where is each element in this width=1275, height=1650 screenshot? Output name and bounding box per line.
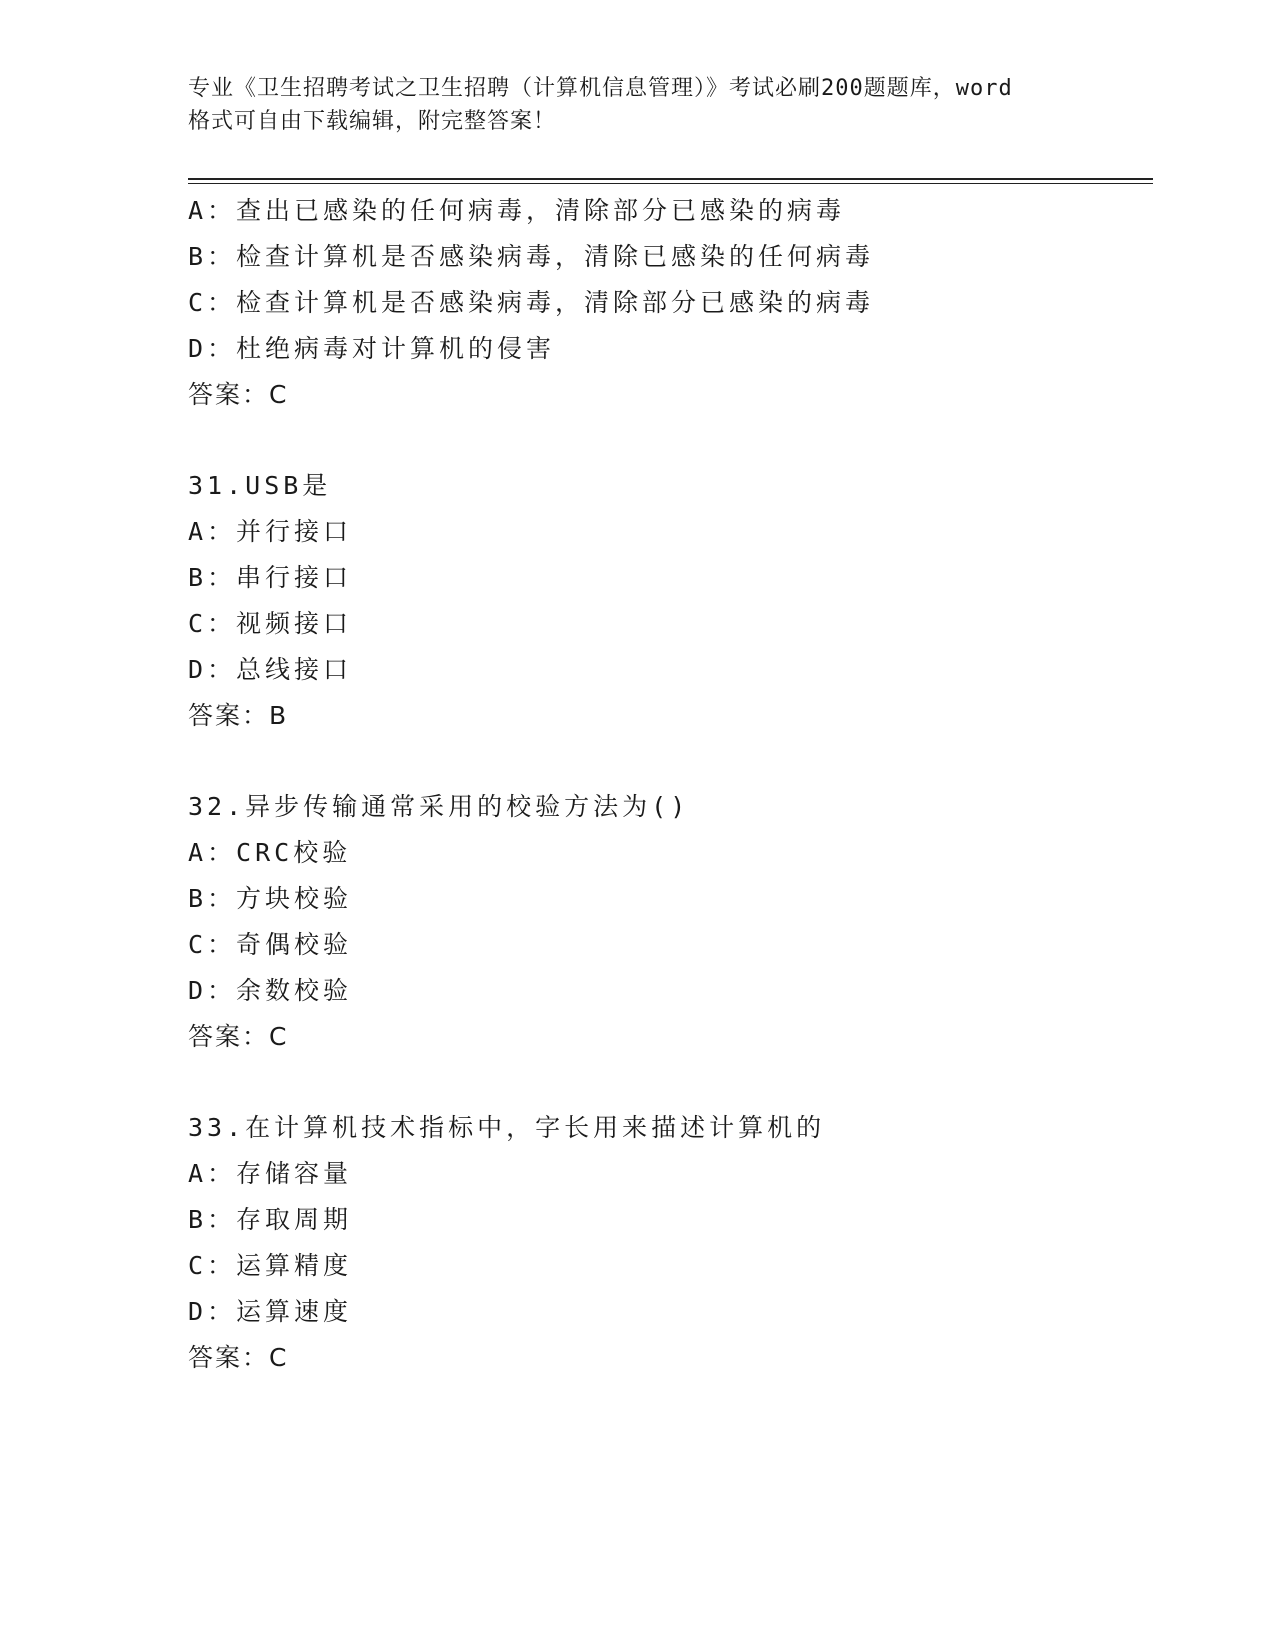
- question-text: 32.异步传输通常采用的校验方法为(): [188, 792, 690, 821]
- spacer: [188, 739, 1148, 784]
- answer-line: 答案：C: [188, 1343, 289, 1372]
- option-d: D：余数校验: [188, 976, 353, 1005]
- option-c: C：视频接口: [188, 609, 353, 638]
- option-d: D：运算速度: [188, 1297, 353, 1326]
- option-b: B：串行接口: [188, 563, 353, 592]
- header-divider-thin: [188, 183, 1153, 184]
- option-c: C：奇偶校验: [188, 930, 353, 959]
- spacer: [188, 418, 1148, 463]
- document-header: [188, 72, 1088, 138]
- question-31: [188, 463, 1148, 739]
- answer-line: 答案：C: [188, 380, 289, 409]
- option-c: C：运算精度: [188, 1251, 353, 1280]
- header-line-2: 格式可自由下载编辑，附完整答案！: [188, 109, 557, 134]
- question-list: [188, 188, 1148, 1381]
- option-b: B：存取周期: [188, 1205, 353, 1234]
- header-divider-thick: [188, 178, 1153, 180]
- option-a: A：并行接口: [188, 517, 353, 546]
- option-a: A：存储容量: [188, 1159, 353, 1188]
- option-a: A：CRC校验: [188, 838, 352, 867]
- answer-line: 答案：B: [188, 701, 289, 730]
- option-b: B：检查计算机是否感染病毒，清除已感染的任何病毒: [188, 242, 875, 271]
- question-32: [188, 784, 1148, 1060]
- option-c: C：检查计算机是否感染病毒，清除部分已感染的病毒: [188, 288, 875, 317]
- spacer: [188, 1060, 1148, 1105]
- answer-line: 答案：C: [188, 1022, 289, 1051]
- question-text: 31.USB是: [188, 471, 332, 500]
- question-text: 33.在计算机技术指标中，字长用来描述计算机的: [188, 1113, 826, 1142]
- option-d: D：杜绝病毒对计算机的侵害: [188, 334, 556, 363]
- header-line-1: 专业《卫生招聘考试之卫生招聘（计算机信息管理）》考试必刷200题题库，word: [188, 76, 1013, 101]
- option-d: D：总线接口: [188, 655, 353, 684]
- question-30: [188, 188, 1148, 418]
- option-b: B：方块校验: [188, 884, 353, 913]
- option-a: A：查出已感染的任何病毒，清除部分已感染的病毒: [188, 196, 846, 225]
- question-33: [188, 1105, 1148, 1381]
